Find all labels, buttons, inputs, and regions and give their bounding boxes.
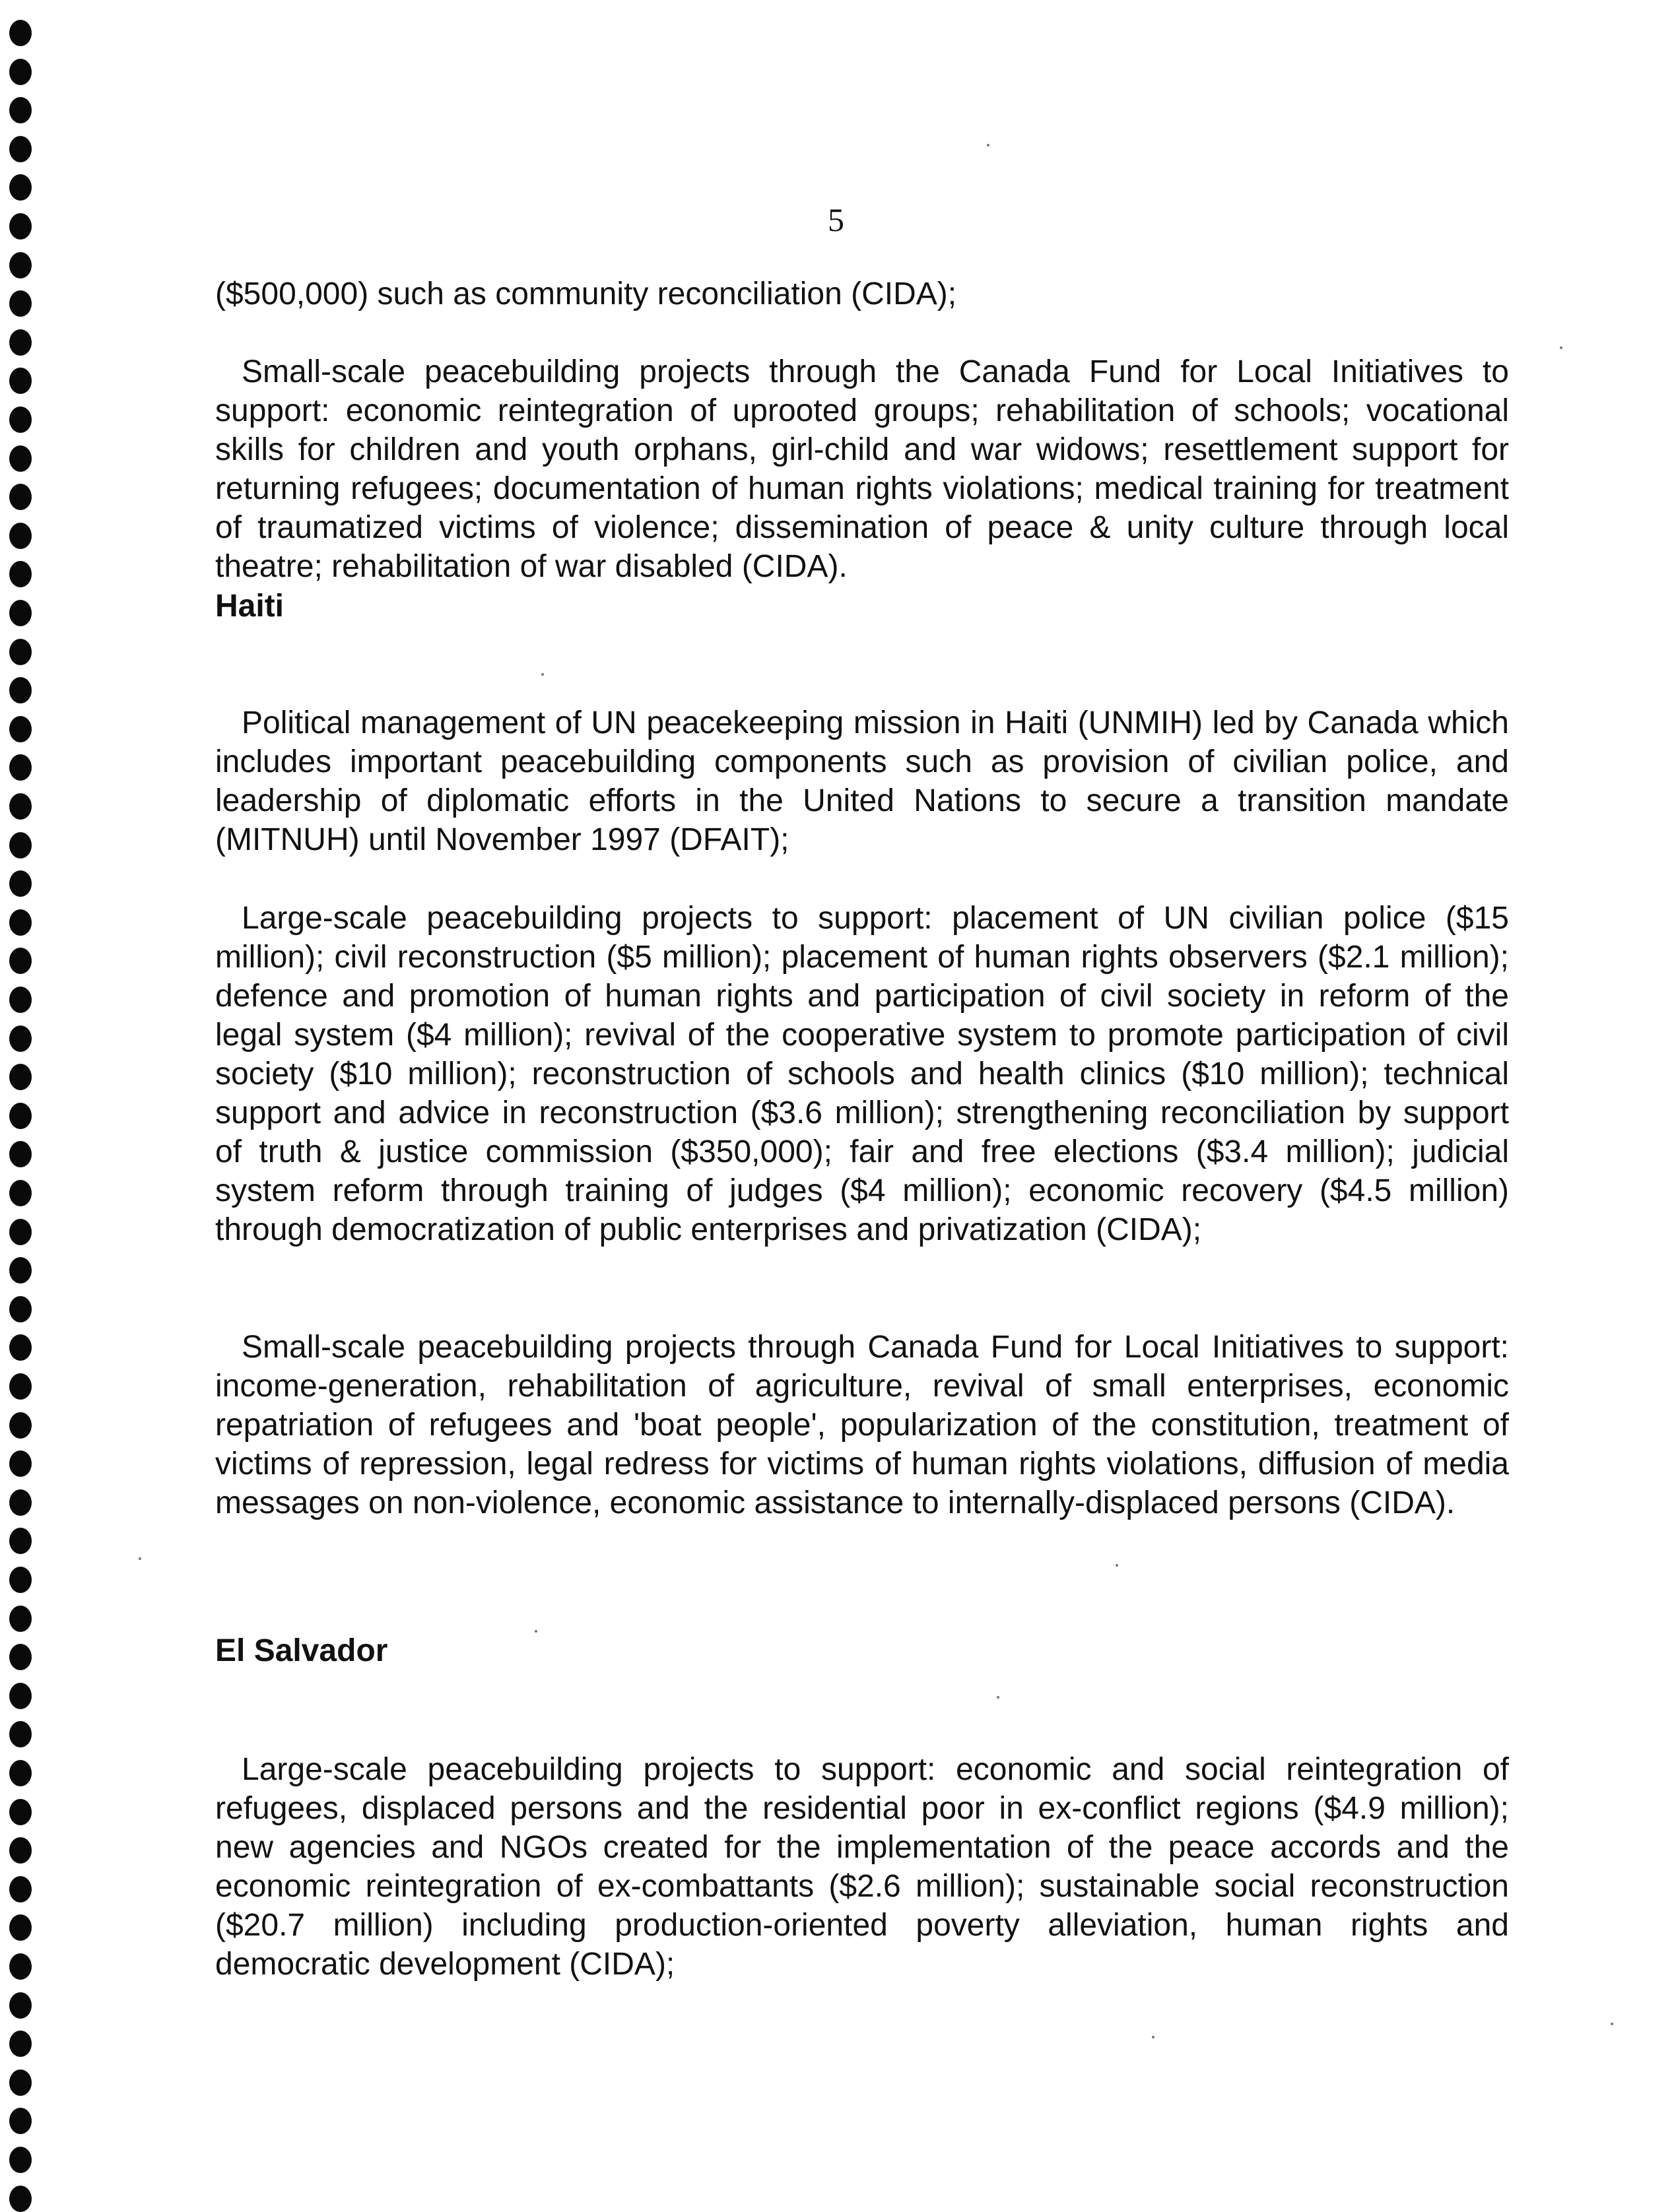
binding-hole (9, 1876, 32, 1903)
scan-speck (1152, 2036, 1154, 2038)
scan-speck (535, 1630, 537, 1633)
binding-hole (9, 1567, 32, 1593)
section-heading-el-salvador: El Salvador (215, 1633, 388, 1668)
paragraph-small-scale-projects-first: Small-scale peacebuilding projects through the Canada Fund for Local Initiatives to support: economic reintegration of uprooted groups; rehabilitation of schools; vocational skills for children and youth orphans, girl-child and war widows; resettlement support for returning refugees; documentation of human rights violations; medical training for treatment of traumatized victims of violence; dissemination of peace & unity culture through local theatre; rehabilitation of war disabled (CIDA). (215, 354, 1509, 584)
binding-hole (9, 948, 32, 974)
binding-hole (9, 368, 32, 394)
binding-hole (9, 1180, 32, 1206)
binding-hole (9, 174, 32, 201)
binding-hole (9, 639, 32, 665)
binding-hole (9, 1837, 32, 1864)
scan-speck (1560, 346, 1562, 349)
binding-hole (9, 1296, 32, 1322)
binding-hole (9, 2108, 32, 2134)
spiral-binding-holes (0, 0, 40, 2192)
binding-hole (9, 1257, 32, 1284)
binding-hole (9, 97, 32, 123)
page-number: 5 (828, 201, 844, 238)
paragraph-haiti-large-scale-projects: Large-scale peacebuilding projects to support: placement of UN civilian police ($15 million); civil reconstruction ($5 million); placement of human rights observers ($2.1 million); defence and promotion of human rights and participation of civil society in reform of the legal system ($4 million); revival of the cooperative system to promote participation of civil society ($10 million); reconstruction of schools and health clinics ($10 million); technical support and advice in reconstruction ($3.6 million); strengthening reconciliation by support of truth & justice commission ($350,000); fair and free elections ($3.4 million); judicial system reform through training of judges ($4 million); economic recovery ($4.5 million) through democratization of public enterprises and privatization (CIDA); (215, 901, 1509, 1247)
binding-hole (9, 1528, 32, 1554)
binding-hole (9, 2031, 32, 2057)
scan-speck (987, 144, 989, 146)
binding-hole (9, 1373, 32, 1400)
paragraph-haiti-small-scale-projects: Small-scale peacebuilding projects through Canada Fund for Local Initiatives to support: income-generation, rehabilitation of agriculture, revival of small enterprises, economic repatriation of refugees and 'boat people', popularization of the constitution, treatment of victims of repression, legal redress for victims of human rights violations, diffusion of media messages on non-violence, economic assistance to internally-displaced persons (CIDA). (215, 1330, 1509, 1520)
scan-speck (997, 1696, 999, 1699)
binding-hole (9, 136, 32, 162)
binding-hole (9, 523, 32, 549)
binding-hole (9, 600, 32, 626)
binding-hole (9, 793, 32, 820)
section-heading-haiti: Haiti (215, 589, 284, 624)
binding-hole (9, 1103, 32, 1129)
binding-hole (9, 484, 32, 510)
binding-hole (9, 2186, 32, 2212)
binding-hole (9, 1219, 32, 1245)
binding-hole (9, 1064, 32, 1090)
binding-hole (9, 1412, 32, 1439)
paragraph-haiti-political-management: Political management of UN peacekeeping mission in Haiti (UNMIH) led by Canada which includes important peacebuilding components such as provision of civilian police, and leadership of diplomatic efforts in the United Nations to secure a transition mandate (MITNUH) until November 1997 (DFAIT); (215, 705, 1509, 857)
binding-hole (9, 716, 32, 742)
binding-hole (9, 59, 32, 85)
binding-hole (9, 290, 32, 317)
binding-hole (9, 1450, 32, 1477)
binding-hole (9, 1683, 32, 1709)
binding-hole (9, 1334, 32, 1361)
binding-hole (9, 1760, 32, 1786)
binding-hole (9, 870, 32, 897)
binding-hole (9, 407, 32, 433)
binding-hole (9, 1953, 32, 1980)
binding-hole (9, 1606, 32, 1632)
binding-hole (9, 832, 32, 859)
binding-hole (9, 1799, 32, 1825)
binding-hole (9, 252, 32, 278)
binding-hole (9, 329, 32, 356)
binding-hole (9, 1025, 32, 1052)
binding-hole (9, 1644, 32, 1670)
binding-hole (9, 754, 32, 781)
paragraph-el-salvador-large-scale-projects: Large-scale peacebuilding projects to support: economic and social reintegration of refugees, displaced persons and the residential poor in ex-conflict regions ($4.9 million); new agencies and NGOs created for the implementation of the peace accords and the economic reintegration of ex-combattants ($2.6 million); sustainable social reconstruction ($20.7 million) including production-oriented poverty alleviation, human rights and democratic development (CIDA); (215, 1752, 1509, 1982)
binding-hole (9, 909, 32, 936)
binding-hole (9, 2069, 32, 2096)
binding-hole (9, 987, 32, 1013)
binding-hole (9, 20, 32, 46)
scan-speck (1116, 1564, 1118, 1567)
binding-hole (9, 1489, 32, 1516)
scan-speck (139, 1557, 141, 1560)
binding-hole (9, 445, 32, 472)
binding-hole (9, 1992, 32, 2019)
paragraph-continuation: ($500,000) such as community reconciliation (CIDA); (215, 276, 957, 311)
binding-hole (9, 2147, 32, 2173)
binding-hole (9, 677, 32, 703)
binding-hole (9, 1914, 32, 1941)
binding-hole (9, 561, 32, 587)
binding-hole (9, 1141, 32, 1167)
scan-speck (1611, 2023, 1613, 2025)
binding-hole (9, 1721, 32, 1747)
scan-speck (541, 673, 544, 676)
